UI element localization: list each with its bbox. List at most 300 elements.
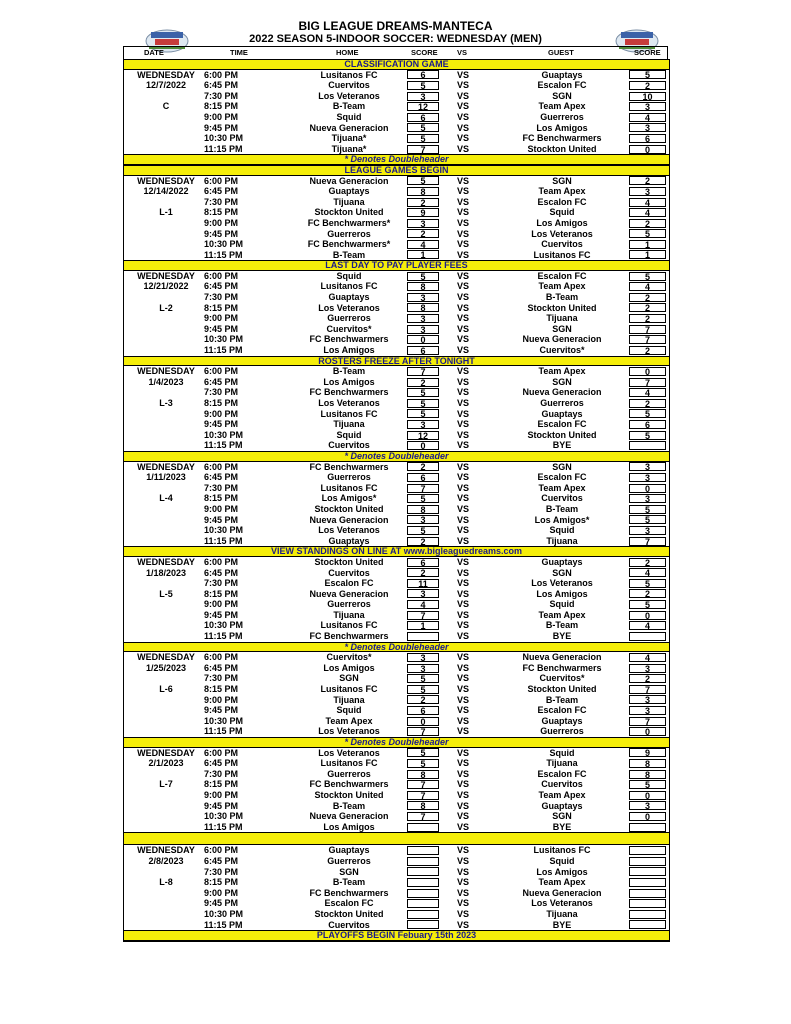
guest-team: Stockton United: [527, 429, 597, 440]
guest-score: 8: [629, 759, 666, 768]
guest-score: 2: [629, 293, 666, 302]
vs-label: VS: [457, 239, 470, 250]
home-team: Squid: [336, 429, 362, 440]
row-time: 9:45 PM: [204, 514, 239, 525]
guest-score: 5: [629, 272, 666, 281]
guest-score: 4: [629, 653, 666, 662]
row-time: 6:00 PM: [204, 461, 239, 472]
home-score: 1: [407, 250, 439, 259]
row-date: L-8: [159, 877, 173, 888]
vs-label: VS: [457, 323, 470, 334]
vs-label: VS: [457, 419, 470, 430]
home-team: FC Benchwarmers: [309, 779, 389, 790]
guest-team: SGN: [552, 175, 572, 186]
row-time: 10:30 PM: [204, 429, 244, 440]
guest-team: BYE: [552, 631, 572, 642]
table-row: [124, 303, 669, 314]
row-time: 10:30 PM: [204, 525, 244, 536]
table-row: [124, 377, 669, 388]
home-score: 5: [407, 123, 439, 132]
guest-score: 3: [629, 102, 666, 111]
row-time: 9:45 PM: [204, 323, 239, 334]
section-banner: * Denotes Doubleheader: [124, 737, 669, 748]
table-row: [124, 769, 669, 780]
home-team: Tijuana: [333, 609, 365, 620]
guest-score: 3: [629, 187, 666, 196]
guest-score: 6: [629, 420, 666, 429]
guest-team: B-Team: [545, 694, 579, 705]
home-team: Tijuana: [333, 694, 365, 705]
home-score: 3: [407, 219, 439, 228]
home-team: B-Team: [332, 366, 366, 377]
row-time: 9:00 PM: [204, 408, 239, 419]
guest-score: 1: [629, 240, 666, 249]
home-team: Los Veteranos: [318, 726, 380, 737]
home-score: 2: [407, 537, 439, 546]
guest-score: 2: [629, 558, 666, 567]
home-score: 2: [407, 229, 439, 238]
table-row: [124, 493, 669, 504]
guest-score: [629, 878, 666, 887]
vs-label: VS: [457, 376, 470, 387]
table-row: [124, 557, 669, 568]
guest-team: B-Team: [545, 292, 579, 303]
vs-label: VS: [457, 493, 470, 504]
vs-label: VS: [457, 747, 470, 758]
guest-score: 5: [629, 409, 666, 418]
home-score: 7: [407, 484, 439, 493]
table-row: [124, 229, 669, 240]
guest-team: Cuervitos*: [539, 345, 585, 356]
home-team: B-Team: [332, 101, 366, 112]
row-time: 9:45 PM: [204, 705, 239, 716]
guest-score: 5: [629, 579, 666, 588]
header-home: HOME: [336, 48, 359, 57]
vs-label: VS: [457, 898, 470, 909]
table-row: [124, 112, 669, 123]
vs-label: VS: [457, 715, 470, 726]
guest-team: SGN: [552, 461, 572, 472]
guest-team: Team Apex: [538, 877, 586, 888]
row-time: 11:15 PM: [204, 440, 243, 451]
vs-label: VS: [457, 535, 470, 546]
vs-label: VS: [457, 398, 470, 408]
home-team: FC Benchwarmers: [309, 334, 389, 345]
vs-label: VS: [457, 408, 470, 419]
row-time: 7:30 PM: [204, 482, 239, 493]
guest-score: 0: [629, 791, 666, 800]
row-date: WEDNESDAY: [137, 747, 195, 758]
home-team: Lusitanos FC: [320, 482, 378, 493]
home-team: Team Apex: [325, 715, 373, 726]
row-time: 11:15 PM: [204, 919, 243, 930]
guest-score: 5: [629, 780, 666, 789]
section-banner: PLAYOFFS BEGIN Febuary 15th 2023: [124, 930, 669, 941]
guest-score: 3: [629, 706, 666, 715]
row-time: 9:00 PM: [204, 313, 239, 324]
vs-label: VS: [457, 908, 470, 919]
row-date: 2/1/2023: [148, 758, 184, 769]
guest-team: Los Amigos: [536, 588, 588, 599]
vs-label: VS: [457, 472, 470, 483]
guest-score: 4: [629, 621, 666, 630]
home-score: 5: [407, 748, 439, 757]
guest-score: 2: [629, 589, 666, 598]
home-team: Nueva Generacion: [309, 514, 389, 525]
guest-team: Los Amigos: [536, 217, 588, 228]
home-score: 7: [407, 812, 439, 821]
guest-team: Escalon FC: [537, 196, 587, 207]
home-score: [407, 632, 439, 641]
guest-score: 7: [629, 685, 666, 694]
row-time: 8:15 PM: [204, 302, 239, 313]
guest-score: 5: [629, 515, 666, 524]
vs-label: VS: [457, 217, 470, 228]
home-score: 5: [407, 388, 439, 397]
home-score: 5: [407, 494, 439, 503]
guest-team: Team Apex: [538, 609, 586, 620]
row-date: L-6: [159, 684, 173, 695]
home-team: Los Veteranos: [318, 747, 380, 758]
table-row: [124, 578, 669, 589]
home-team: Stockton United: [314, 503, 384, 514]
row-time: 6:00 PM: [204, 366, 239, 377]
guest-team: Cuervitos*: [539, 673, 585, 684]
vs-label: VS: [457, 90, 470, 101]
guest-team: Guaptays: [541, 408, 583, 419]
guest-score: [629, 846, 666, 855]
header-time: TIME: [230, 48, 248, 57]
home-score: [407, 889, 439, 898]
row-date: WEDNESDAY: [137, 845, 195, 856]
home-team: Stockton United: [314, 908, 384, 919]
guest-team: Team Apex: [538, 789, 586, 800]
guest-score: 2: [629, 303, 666, 312]
vs-label: VS: [457, 292, 470, 303]
vs-label: VS: [457, 652, 470, 663]
vs-label: VS: [457, 69, 470, 80]
home-team: Squid: [336, 270, 362, 281]
guest-team: Guerreros: [540, 111, 584, 122]
home-score: 7: [407, 780, 439, 789]
guest-team: Cuervitos: [541, 239, 583, 250]
row-time: 10:30 PM: [204, 908, 244, 919]
home-score: 6: [407, 346, 439, 355]
row-time: 8:15 PM: [204, 398, 239, 408]
row-date: WEDNESDAY: [137, 270, 195, 281]
row-time: 8:15 PM: [204, 877, 239, 888]
home-score: 5: [407, 409, 439, 418]
table-row: [124, 758, 669, 769]
home-team: Los Amigos: [323, 662, 375, 673]
row-date: 1/11/2023: [146, 472, 186, 483]
home-score: 11: [407, 579, 439, 588]
guest-score: 7: [629, 335, 666, 344]
row-time: 11:15 PM: [204, 249, 243, 260]
guest-score: 3: [629, 664, 666, 673]
home-score: 1: [407, 621, 439, 630]
table-row: [124, 419, 669, 430]
vs-label: VS: [457, 334, 470, 345]
guest-score: [629, 920, 666, 929]
guest-team: Tijuana: [546, 908, 578, 919]
guest-score: 8: [629, 770, 666, 779]
row-time: 6:45 PM: [204, 472, 239, 483]
guest-team: Nueva Generacion: [522, 887, 602, 898]
guest-score: [629, 441, 666, 450]
home-score: 2: [407, 568, 439, 577]
vs-label: VS: [457, 588, 470, 599]
home-team: B-Team: [332, 800, 366, 811]
vs-label: VS: [457, 866, 470, 877]
guest-team: Team Apex: [538, 482, 586, 493]
row-date: WEDNESDAY: [137, 652, 195, 663]
home-team: Nueva Generacion: [309, 122, 389, 133]
guest-team: Escalon FC: [537, 419, 587, 430]
section-banner: LAST DAY TO PAY PLAYER FEES: [124, 260, 669, 271]
row-time: 7:30 PM: [204, 768, 239, 779]
guest-team: SGN: [552, 376, 572, 387]
guest-score: 10: [629, 92, 666, 101]
guest-team: Squid: [549, 855, 575, 866]
home-team: Cuervitos*: [326, 323, 372, 334]
home-team: Tijuana: [333, 196, 365, 207]
section-banner: ROSTERS FREEZE AFTER TONIGHT: [124, 356, 669, 367]
vs-label: VS: [457, 525, 470, 536]
section-banner: * Denotes Doubleheader: [124, 451, 669, 462]
home-team: Cuervitos: [328, 440, 370, 451]
home-score: 0: [407, 441, 439, 450]
row-date: 1/18/2023: [145, 567, 187, 578]
row-time: 9:45 PM: [204, 898, 239, 909]
guest-team: Stockton United: [527, 684, 597, 695]
guest-team: Tijuana: [546, 313, 578, 324]
vs-label: VS: [457, 482, 470, 493]
row-time: 6:00 PM: [204, 845, 239, 856]
vs-label: VS: [457, 345, 470, 356]
table-row: [124, 313, 669, 324]
page-subtitle: 2022 SEASON 5-INDOOR SOCCER: WEDNESDAY (MEN): [249, 33, 542, 45]
home-team: SGN: [339, 866, 359, 877]
home-score: 9: [407, 208, 439, 217]
home-score: 3: [407, 515, 439, 524]
home-score: 5: [407, 81, 439, 90]
header-vs: VS: [457, 48, 468, 57]
row-time: 7:30 PM: [204, 578, 239, 589]
guest-score: 7: [629, 717, 666, 726]
guest-score: 7: [629, 325, 666, 334]
row-time: 10:30 PM: [204, 715, 244, 726]
guest-score: 7: [629, 378, 666, 387]
vs-label: VS: [457, 779, 470, 790]
guest-score: [629, 899, 666, 908]
guest-team: Los Amigos: [536, 122, 588, 133]
guest-score: [629, 910, 666, 919]
vs-label: VS: [457, 101, 470, 112]
guest-score: 3: [629, 462, 666, 471]
home-team: Los Amigos: [323, 345, 375, 356]
guest-score: 2: [629, 399, 666, 408]
table-row: [124, 91, 669, 102]
vs-label: VS: [457, 270, 470, 281]
vs-label: VS: [457, 175, 470, 186]
row-time: 9:00 PM: [204, 887, 239, 898]
row-date: L-7: [159, 779, 173, 790]
home-team: Lusitanos FC: [320, 408, 378, 419]
guest-team: Squid: [549, 525, 575, 536]
home-score: 7: [407, 145, 439, 154]
home-score: 6: [407, 706, 439, 715]
vs-label: VS: [457, 143, 470, 154]
table-row: [124, 620, 669, 631]
home-score: 8: [407, 801, 439, 810]
table-row: [124, 909, 669, 920]
guest-score: 4: [629, 388, 666, 397]
guest-score: 5: [629, 505, 666, 514]
table-row: [124, 525, 669, 536]
home-team: Stockton United: [314, 207, 384, 218]
guest-team: Los Veteranos: [531, 578, 593, 589]
home-team: B-Team: [332, 249, 366, 260]
guest-score: 3: [629, 801, 666, 810]
row-time: 9:45 PM: [204, 228, 239, 239]
guest-score: 3: [629, 473, 666, 482]
home-score: 0: [407, 717, 439, 726]
section-banner: [124, 832, 669, 845]
guest-score: 3: [629, 123, 666, 132]
guest-team: Nueva Generacion: [522, 652, 602, 663]
table-row: [124, 218, 669, 229]
vs-label: VS: [457, 855, 470, 866]
guest-team: Guaptays: [541, 69, 583, 80]
guest-team: Lusitanos FC: [533, 249, 591, 260]
home-score: 6: [407, 473, 439, 482]
section-banner: VIEW STANDINGS ON LINE AT www.bigleaguedreams.com: [124, 546, 669, 557]
table-row: [124, 716, 669, 727]
vs-label: VS: [457, 758, 470, 769]
table-row: [124, 239, 669, 250]
row-time: 6:45 PM: [204, 855, 239, 866]
table-row: [124, 888, 669, 899]
table-row: [124, 281, 669, 292]
guest-team: BYE: [552, 919, 572, 930]
header-guest-score: SCORE: [634, 48, 661, 57]
row-time: 8:15 PM: [204, 493, 239, 504]
header-guest: GUEST: [548, 48, 574, 57]
guest-score: 0: [629, 812, 666, 821]
home-score: 5: [407, 272, 439, 281]
row-date: 12/7/2022: [145, 80, 187, 91]
home-team: Los Veteranos: [318, 90, 380, 101]
row-time: 6:00 PM: [204, 652, 239, 663]
table-row: [124, 440, 669, 451]
table-row: [124, 207, 669, 218]
row-time: 7:30 PM: [204, 866, 239, 877]
table-row: [124, 186, 669, 197]
vs-label: VS: [457, 249, 470, 260]
home-score: [407, 857, 439, 866]
table-row: [124, 867, 669, 878]
vs-label: VS: [457, 440, 470, 451]
table-row: [124, 176, 669, 187]
guest-team: SGN: [552, 567, 572, 578]
row-time: 6:00 PM: [204, 747, 239, 758]
table-row: [124, 197, 669, 208]
home-team: Cuervitos*: [326, 652, 372, 663]
table-row: [124, 610, 669, 621]
home-team: Los Veteranos: [318, 398, 380, 408]
vs-label: VS: [457, 919, 470, 930]
guest-score: 4: [629, 113, 666, 122]
table-row: [124, 726, 669, 737]
table-row: [124, 663, 669, 674]
table-row: [124, 811, 669, 822]
row-time: 7:30 PM: [204, 292, 239, 303]
table-row: [124, 705, 669, 716]
table-row: [124, 877, 669, 888]
home-team: SGN: [339, 673, 359, 684]
row-time: 6:00 PM: [204, 270, 239, 281]
row-time: 9:00 PM: [204, 789, 239, 800]
guest-score: 0: [629, 727, 666, 736]
vs-label: VS: [457, 228, 470, 239]
row-time: 6:45 PM: [204, 186, 239, 197]
home-score: 5: [407, 134, 439, 143]
home-score: [407, 910, 439, 919]
table-row: [124, 822, 669, 833]
home-score: 5: [407, 526, 439, 535]
home-team: Lusitanos FC: [320, 620, 378, 631]
guest-team: Escalon FC: [537, 705, 587, 716]
row-date: C: [162, 101, 170, 112]
home-team: Lusitanos FC: [320, 281, 378, 292]
home-score: 5: [407, 674, 439, 683]
guest-team: BYE: [552, 821, 572, 832]
guest-score: 3: [629, 494, 666, 503]
vs-label: VS: [457, 207, 470, 218]
guest-team: Squid: [549, 747, 575, 758]
vs-label: VS: [457, 609, 470, 620]
vs-label: VS: [457, 662, 470, 673]
table-row: [124, 133, 669, 144]
row-time: 8:15 PM: [204, 101, 239, 112]
home-team: Guaptays: [328, 845, 370, 856]
home-team: Guerreros: [327, 599, 371, 610]
section-banner: CLASSIFICATION GAME: [124, 59, 669, 70]
home-score: 8: [407, 303, 439, 312]
guest-team: Guaptays: [541, 800, 583, 811]
row-time: 6:00 PM: [204, 175, 239, 186]
header-score: SCORE: [411, 48, 438, 57]
home-team: FC Benchwarmers: [309, 887, 389, 898]
guest-team: Team Apex: [538, 366, 586, 377]
row-date: L-4: [159, 493, 173, 504]
section-banner: LEAGUE GAMES BEGIN: [124, 165, 669, 176]
table-row: [124, 504, 669, 515]
guest-score: 9: [629, 748, 666, 757]
row-date: 1/4/2023: [148, 376, 184, 387]
guest-score: 6: [629, 134, 666, 143]
guest-score: 0: [629, 611, 666, 620]
row-time: 9:45 PM: [204, 800, 239, 811]
row-time: 6:00 PM: [204, 69, 239, 80]
vs-label: VS: [457, 599, 470, 610]
guest-team: Guerreros: [540, 398, 584, 408]
vs-label: VS: [457, 887, 470, 898]
guest-team: Lusitanos FC: [533, 845, 591, 856]
home-team: Guaptays: [328, 292, 370, 303]
row-time: 6:45 PM: [204, 567, 239, 578]
